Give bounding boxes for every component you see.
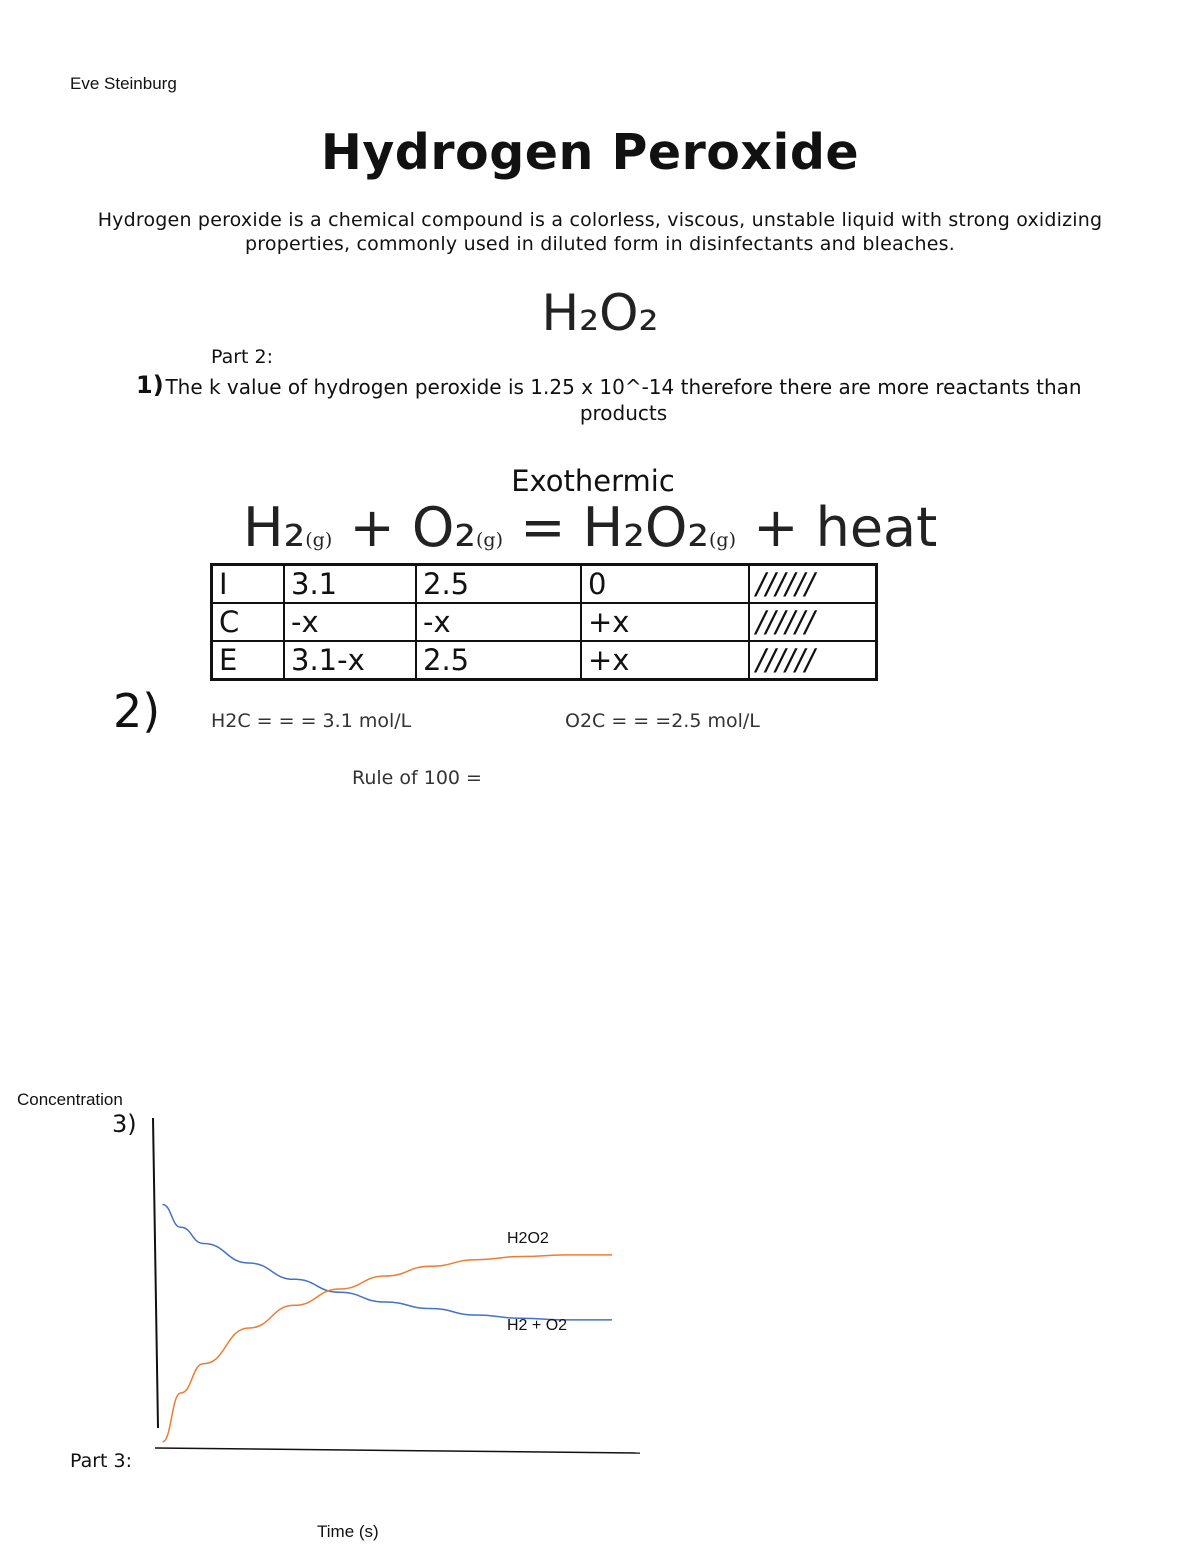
eq-phase-h2: (g): [305, 529, 333, 551]
ice-cell: +x: [581, 603, 749, 641]
rule-of-100: Rule of 100 =: [352, 767, 482, 789]
series-label: H2 + O2: [507, 1316, 568, 1334]
chemical-formula: H₂O₂: [541, 284, 659, 342]
ice-cell: 3.1: [284, 565, 416, 604]
ice-cell: //////: [749, 603, 877, 641]
ice-cell: -x: [284, 603, 416, 641]
series-line-product: [163, 1255, 613, 1442]
ice-cell: +x: [581, 641, 749, 680]
eq-phase-o2: (g): [476, 529, 504, 551]
question-1-number: 1): [136, 371, 164, 399]
eq-o2: O₂: [411, 496, 477, 559]
eq-equals: =: [520, 496, 566, 559]
series-line-reactants: [163, 1205, 613, 1320]
intro-paragraph: Hydrogen peroxide is a chemical compound is a colorless, viscous, unstable liquid with strong oxidizing properties, commonly used in diluted form in disinfectants and bleaches.: [97, 209, 1103, 255]
reaction-type: Exothermic: [511, 464, 675, 498]
ice-cell: 0: [581, 565, 749, 604]
question-3-number: 3): [112, 1110, 137, 1138]
part3-label: Part 3:: [70, 1450, 133, 1472]
ice-cell: 3.1-x: [284, 641, 416, 680]
ice-cell: E: [212, 641, 285, 680]
ice-cell: 2.5: [416, 565, 581, 604]
ice-cell: -x: [416, 603, 581, 641]
ice-cell: 2.5: [416, 641, 581, 680]
eq-plus: +: [349, 496, 395, 559]
author-name: Eve Steinburg: [70, 74, 177, 93]
o2-concentration: O2C = = =2.5 mol/L: [565, 710, 760, 732]
ice-cell: //////: [749, 641, 877, 680]
x-axis-line: [155, 1448, 640, 1453]
h2-concentration: H2C = = = 3.1 mol/L: [211, 710, 412, 732]
eq-phase-h2o2: (g): [709, 529, 737, 551]
question-1-text: The k value of hydrogen peroxide is 1.25 x 10^-14 therefore there are more reactants than products: [165, 375, 1082, 425]
eq-h2o2: H₂O₂: [582, 496, 710, 559]
ice-cell: I: [212, 565, 285, 604]
ice-cell: C: [212, 603, 285, 641]
eq-heat: + heat: [753, 496, 938, 559]
question-2-number: 2): [113, 684, 161, 738]
y-axis-label: Concentration: [17, 1090, 123, 1109]
page-title: Hydrogen Peroxide: [320, 124, 860, 181]
x-axis-label: Time (s): [317, 1522, 379, 1541]
eq-h2: H₂: [243, 496, 306, 559]
ice-cell: //////: [749, 565, 877, 604]
series-label: H2O2: [507, 1229, 549, 1247]
part2-label: Part 2:: [211, 346, 274, 368]
y-axis-line: [153, 1118, 158, 1428]
